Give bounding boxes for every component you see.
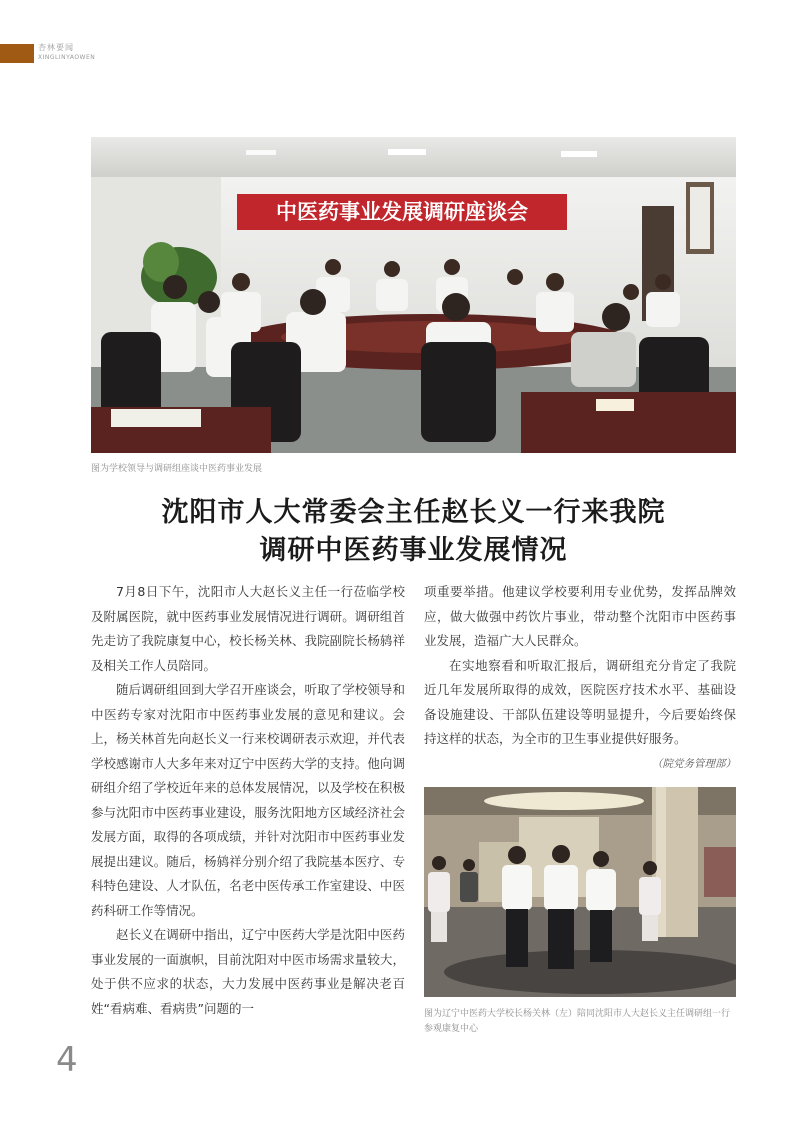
photo2-caption: 图为辽宁中医药大学校长杨关林（左）陪同沈阳市人大赵长义主任调研组一行参观康复中心 bbox=[424, 1009, 731, 1034]
article-right-column bbox=[424, 580, 736, 776]
section-title: 杏林要闻 bbox=[38, 43, 74, 52]
photo1-caption: 图为学校领导与调研组座谈中医药事业发展 bbox=[91, 464, 263, 474]
page-number: 4 bbox=[56, 1040, 78, 1080]
article-title-line2: 调研中医药事业发展情况 bbox=[259, 535, 568, 566]
section-pinyin: XINGLINYAOWEN bbox=[38, 54, 96, 61]
meeting-photo bbox=[91, 137, 736, 453]
paragraph-4: 在实地察看和听取汇报后，调研组充分肯定了我院近几年发展所取得的成效，医院医疗技术水平、基础设备设施建设、干部队伍建设等明显提升，今后要始终保持这样的状态，为全市的卫生事业提供好服务。 bbox=[424, 657, 736, 746]
paragraph-1: 7月8日下午，沈阳市人大赵长义主任一行莅临学校及附属医院，就中医药事业发展情况进行调研。调研组首先走访了我院康复中心，校长杨关林、我院副院长杨鸫祥及相关工作人员陪同。 bbox=[91, 584, 405, 673]
visit-photo bbox=[424, 787, 736, 997]
paragraph-3-continued: 项重要举措。他建议学校要利用专业优势，发挥品牌效应，做大做强中药饮片事业，带动整个沈阳市中医药事业发展，造福广大人民群众。 bbox=[424, 584, 736, 648]
article-left-column bbox=[91, 580, 405, 1021]
article-credit: （院党务管理部） bbox=[652, 757, 736, 770]
section-color-bar bbox=[0, 44, 34, 63]
paragraph-3: 赵长义在调研中指出，辽宁中医药大学是沈阳中医药事业发展的一面旗帜，目前沈阳对中医市场需求量较大，处于供不应求的状态，大力发展中医药事业是解决老百姓“看病难、看病贵”问题的一 bbox=[91, 927, 405, 1016]
article-title-line1: 沈阳市人大常委会主任赵长义一行来我院 bbox=[161, 497, 666, 528]
banner-text: 中医药事业发展调研座谈会 bbox=[276, 200, 528, 224]
paragraph-2: 随后调研组回到大学召开座谈会，听取了学校领导和中医药专家对沈阳市中医药事业发展的意见和建议。会上，杨关林首先向赵长义一行来校调研表示欢迎，并代表学校感谢市人大多年来对辽宁中医药大学的支持。他向调研组介绍了学校近年来的总体发展情况，以及学校在积极参与沈阳市中医药事业建设，服务沈阳地方区域经济社会发展方面，取得的各项成绩，并针对沈阳市中医药事业发展提出建议。随后，杨鸫祥分别介绍了我院基本医疗、专科特色建设、人才队伍，名老中医传承工作室建设、中医药科研工作等情况。 bbox=[91, 682, 405, 918]
